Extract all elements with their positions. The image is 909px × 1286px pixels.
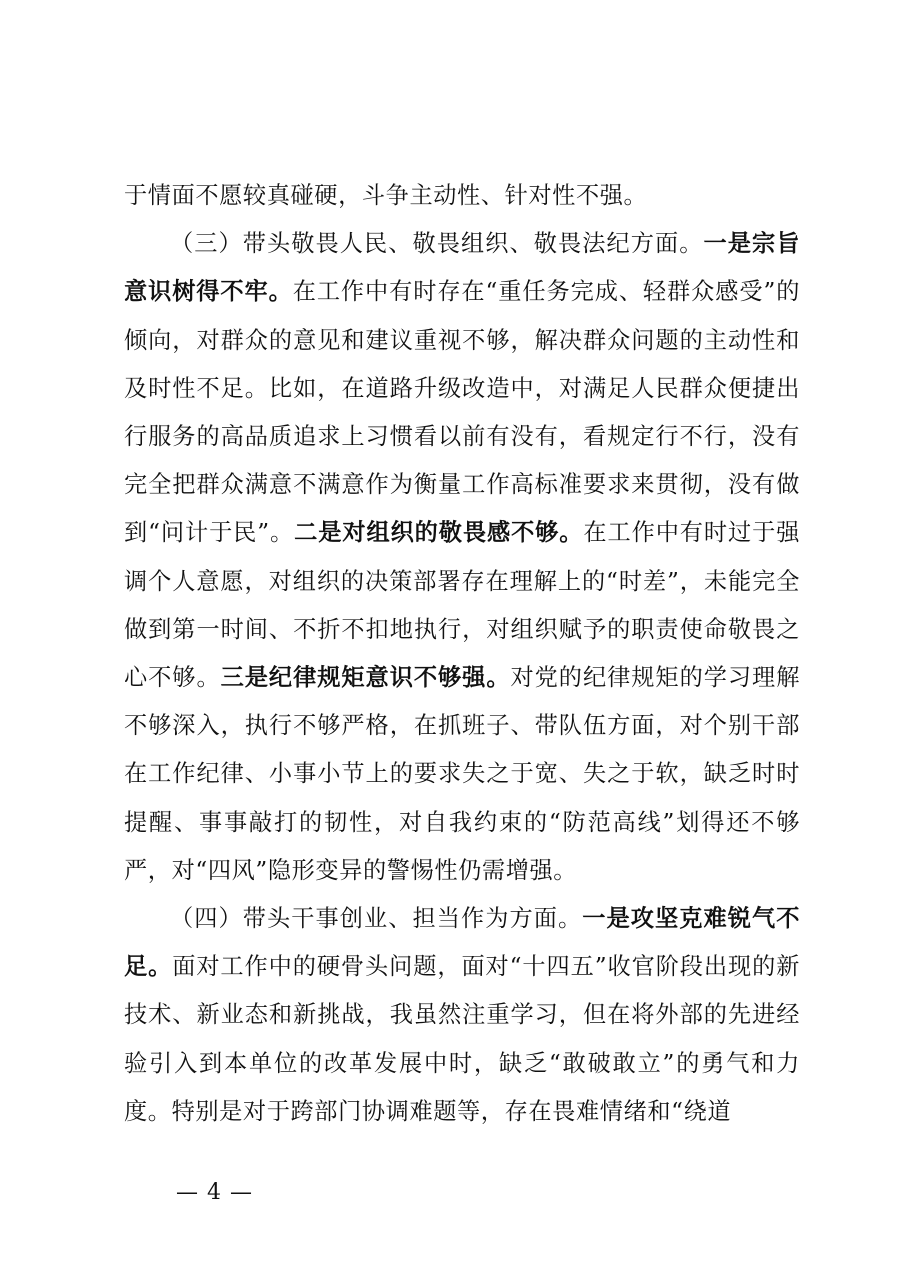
section-heading: （三）带头敬畏人民、敬畏组织、敬畏法纪方面。 [170, 230, 704, 258]
section-heading: （四）带头干事创业、担当作为方面。 [170, 905, 583, 933]
point-heading-3: 三是纪律规矩意识不够强。 [220, 664, 511, 692]
paragraph-continuation [124, 172, 800, 220]
point-heading-2: 二是对组织的敬畏感不够。 [294, 519, 584, 547]
page-number: — 4 — [176, 1180, 253, 1205]
text-run: 于情面不愿较真碰硬，斗争主动性、针对性不强。 [124, 182, 648, 209]
paragraph-section-three [124, 220, 800, 895]
point-heading-1: 一是攻坚克难锐气不足。 [124, 905, 800, 981]
point-heading-1: 一是宗旨意识树得不牢。 [124, 230, 801, 306]
text-run: 在工作中有时过于强调个人意愿，对组织的决策部署存在理解上的“时差”，未能完全做到第一时间、不折不扣地执行，对组织赋予的职责使命敬畏之心不够。 [124, 519, 800, 692]
text-run: 对党的纪律规矩的学习理解不够深入，执行不够严格，在抓班子、带队伍方面，对个别干部在工作纪律、小事小节上的要求失之于宽、失之于软，缺乏时时提醒、事事敲打的韧性，对自我约束的“防范高线”划得还不够严，对“四风”隐形变异的警惕性仍需增强。 [124, 664, 800, 884]
text-run: 在工作中有时存在“重任务完成、轻群众感受”的倾向，对群众的意见和建议重视不够，解决群众问题的主动性和及时性不足。比如，在道路升级改造中，对满足人民群众便捷出行服务的高品质追求上习惯看以前有没有，看规定行不行，没有完全把群众满意不满意作为衡量工作高标准要求来贯彻，没有做到“问计于民”。 [124, 278, 800, 547]
text-run: 面对工作中的硬骨头问题，面对“十四五”收官阶段出现的新技术、新业态和新挑战，我虽然注重学习，但在将外部的先进经验引入到本单位的改革发展中时，缺乏“敢破敢立”的勇气和力度。特别是对于跨部门协调难题等，存在畏难情绪和“绕道 [124, 953, 801, 1125]
body-text [124, 172, 800, 1136]
paragraph-section-four [124, 895, 800, 1136]
